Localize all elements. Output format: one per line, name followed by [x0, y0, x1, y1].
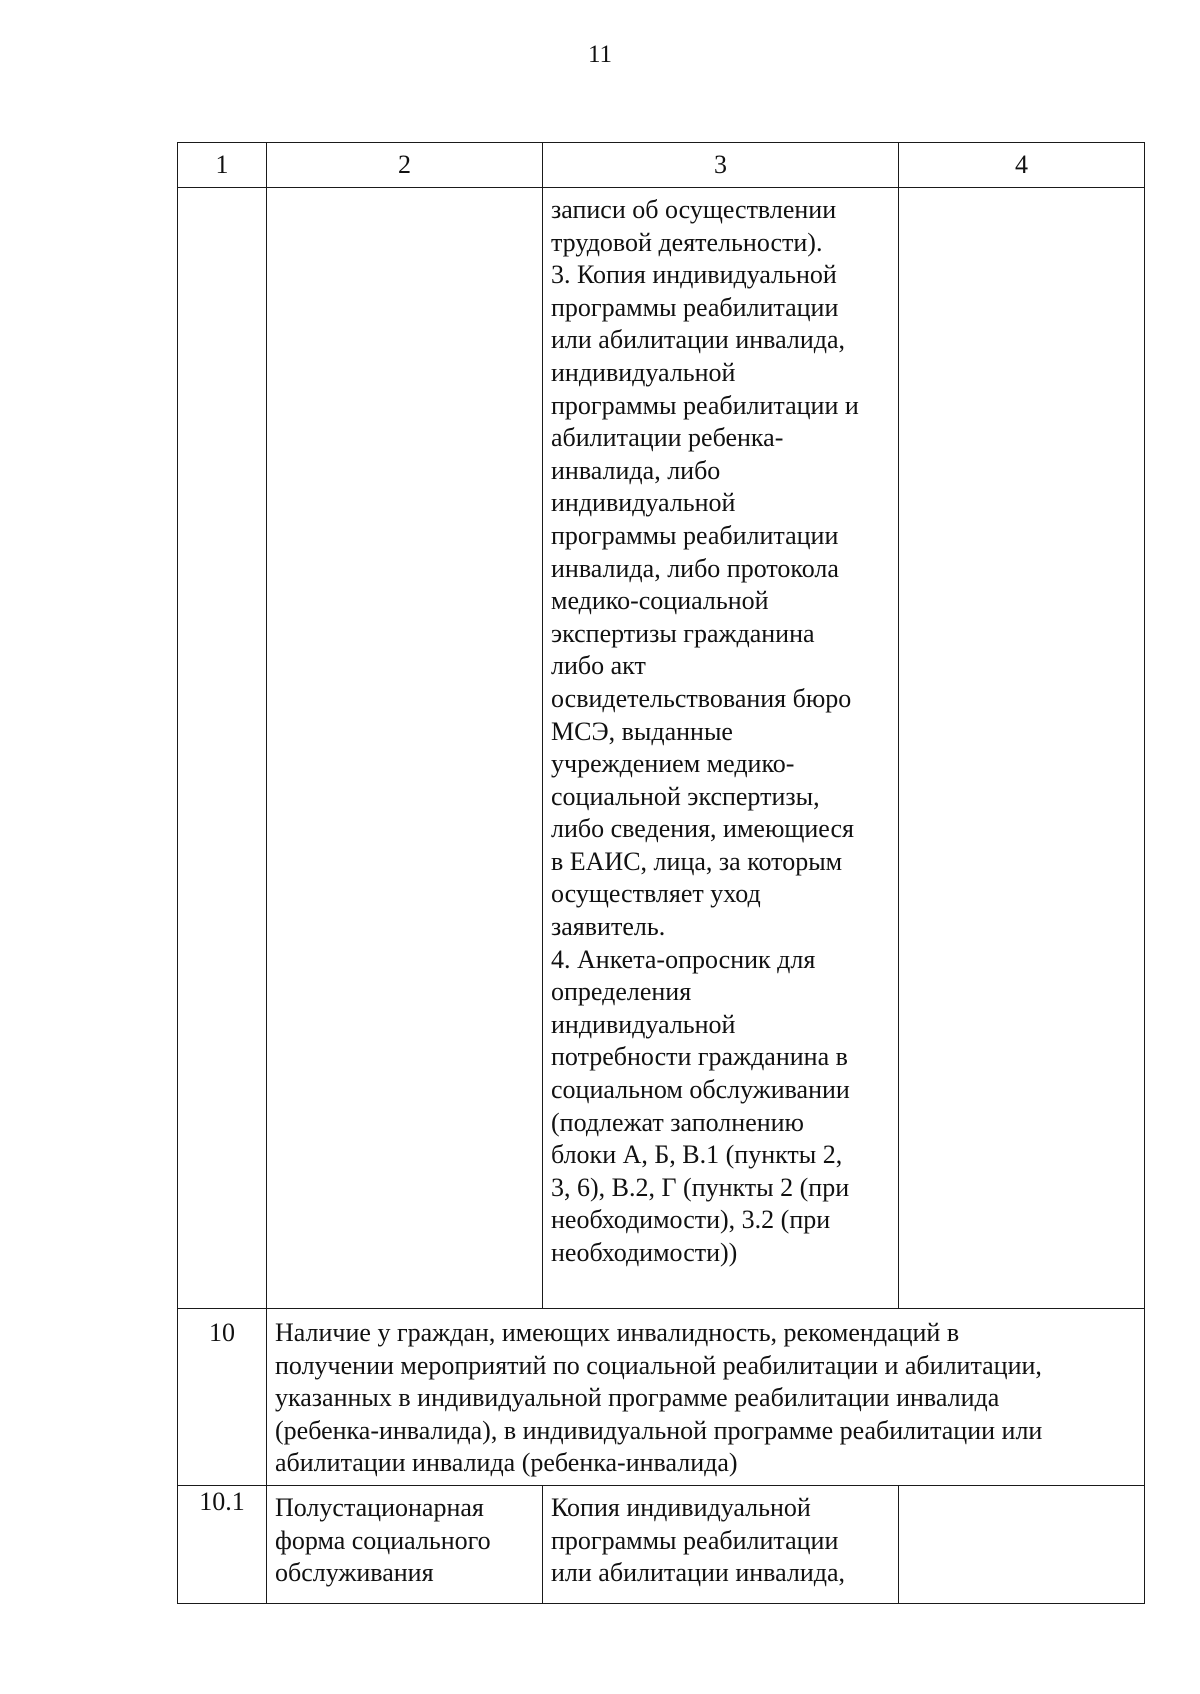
- row-10-description-cell: [267, 1309, 1145, 1486]
- row-10-1-number: 10.1: [178, 1486, 267, 1604]
- header-cell-4: 4: [899, 143, 1145, 188]
- row-10-1-col4-cell: [899, 1486, 1145, 1604]
- row-10-1-service-form: Полустационарная форма социального обслуживания: [275, 1493, 491, 1588]
- row-10-1-documents-cell: [543, 1486, 899, 1604]
- page-number: 11: [587, 41, 613, 68]
- continuation-col4-cell: [899, 188, 1145, 1309]
- table-row-10-1: [178, 1486, 1145, 1604]
- header-cell-1: 1: [178, 143, 267, 188]
- continuation-col2-cell: [267, 188, 543, 1309]
- continuation-col1-cell: [178, 188, 267, 1309]
- row-10-1-service-form-cell: [267, 1486, 543, 1604]
- header-cell-2: 2: [267, 143, 543, 188]
- services-table: [177, 142, 1145, 1604]
- table-row-continuation: [178, 188, 1145, 1309]
- row-10-1-documents: Копия индивидуальной программы реабилитации или абилитации инвалида,: [551, 1493, 846, 1588]
- continuation-documents-cell: [543, 188, 899, 1309]
- header-cell-3: 3: [543, 143, 899, 188]
- continuation-documents-text: записи об осуществлении трудовой деятельности). 3. Копия индивидуальной программы реабилитации или абилитации инвалида, индивидуальной программы реабилитации и абилитации ребенка- инвалида, либо индивидуальной программы реабилитации инвалида, либо протокола медико-социальной экспертизы гражданина либо акт освидетельствования бюро МСЭ, выданные учреждением медико- социальной экспертизы, либо сведения, имеющиеся в ЕАИС, лица, за которым осуществляет уход заявитель. 4. Анкета-опросник для определения индивидуальной потребности гражданина в социальном обслуживании (подлежат заполнению блоки А, Б, В.1 (пункты 2, 3, 6), В.2, Г (пункты 2 (при необходимости), 3.2 (при необходимости)): [551, 195, 859, 1267]
- table-row-10: [178, 1309, 1145, 1486]
- row-10-number: 10: [178, 1309, 267, 1486]
- row-10-description: Наличие у граждан, имеющих инвалидность, рекомендаций в получении мероприятий по социальной реабилитации и абилитации, указанных в индивидуальной программе реабилитации инвалида (ребенка-инвалида), в индивидуальной программе реабилитации или абилитации инвалида (ребенка-инвалида): [275, 1318, 1043, 1478]
- table-header-row: [178, 143, 1145, 188]
